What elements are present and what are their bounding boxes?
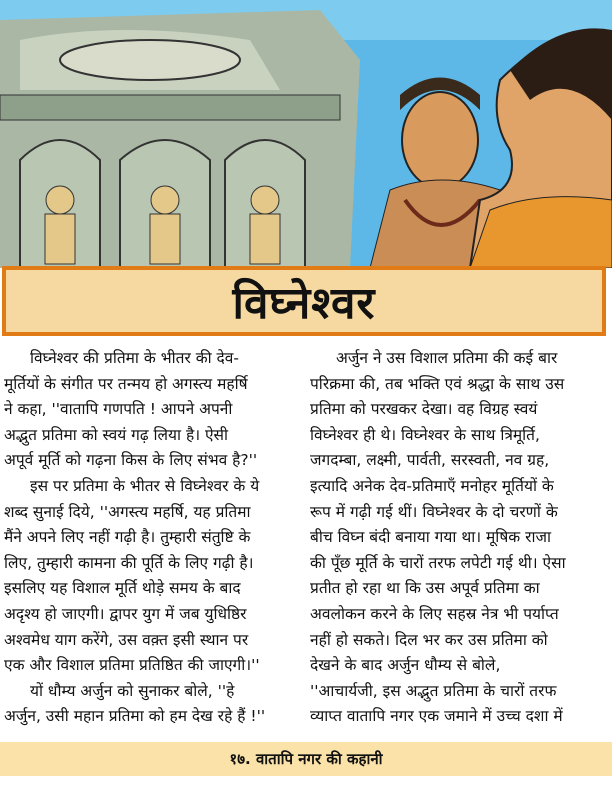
text-line: शब्द सुनाई दिये, ''अगस्त्य महर्षि, यह प्रतिमा — [4, 502, 251, 521]
text-line: मूर्तियों के संगीत पर तन्मय हो अगस्त्य महर्षि — [4, 374, 248, 393]
text-line: अपूर्व मूर्ति को गढ़ना किस के लिए संभव है?'' — [4, 451, 258, 470]
text-line: इस पर प्रतिमा के भीतर से विघ्नेश्वर के ये — [30, 476, 260, 495]
text-line: ने कहा, ''वातापि गणपति ! आपने अपनी — [4, 400, 233, 419]
text-column-left — [4, 346, 304, 730]
text-line: यों धौम्य अर्जुन को सुनाकर बोले, ''हे — [30, 681, 235, 700]
text-line: अद्भुत प्रतिमा को स्वयं गढ़ लिया है। ऐसी — [4, 425, 229, 444]
text-line: जगदम्बा, लक्ष्मी, पार्वती, सरस्वती, नव ग्रह, — [310, 451, 550, 470]
text-line: व्याप्त वातापि नगर एक जमाने में उच्च दशा में — [310, 707, 563, 726]
title-banner — [2, 266, 606, 336]
text-line: की पूँछ मूर्ति के चारों तरफ लपेटी गई थी। ऐसा — [310, 553, 566, 572]
page-footer — [0, 742, 612, 776]
text-column-right — [310, 346, 610, 730]
page-title: विघ्नेश्वर — [232, 278, 376, 329]
text-line: अर्जुन, उसी महान प्रतिमा को हम देख रहे हैं !'' — [4, 707, 266, 726]
text-line: बीच विघ्न बंदी बनाया गया था। मूषिक राजा — [310, 528, 551, 547]
text-line: अवलोकन करने के लिए सहस्र नेत्र भी पर्याप्त — [310, 604, 559, 623]
text-line: मैंने अपने लिए नहीं गढ़ी है। तुम्हारी संतुष्टि के — [4, 528, 251, 547]
text-line: अदृश्य हो जाएगी। द्वापर युग में जब युधिष्ठिर — [4, 604, 247, 623]
footer-chapter-title: १७. वातापि नगर की कहानी — [229, 750, 383, 768]
story-illustration — [0, 0, 612, 268]
text-line: प्रतीत हो रहा था कि उस अपूर्व प्रतिमा का — [310, 579, 540, 598]
text-line: अश्वमेध याग करेंगे, उस वक़्त इसी स्थान पर — [4, 630, 249, 649]
text-line: परिक्रमा की, तब भक्ति एवं श्रद्धा के साथ उस — [310, 374, 565, 393]
text-line: प्रतिमा को परखकर देखा। वह विग्रह स्वयं — [310, 400, 538, 419]
text-line: रूप में गढ़ी गई थीं। विघ्नेश्वर के दो चरणों के — [310, 502, 558, 521]
text-line: एक और विशाल प्रतिमा प्रतिष्ठित की जाएगी।'' — [4, 656, 260, 675]
text-line: विघ्नेश्वर ही थे। विघ्नेश्वर के साथ त्रिमूर्ति, — [310, 425, 540, 444]
text-line: ''आचार्यजी, इस अद्भुत प्रतिमा के चारों तरफ — [310, 681, 557, 700]
text-line: नहीं हो सकते। दिल भर कर उस प्रतिमा को — [310, 630, 548, 649]
text-line: लिए, तुम्हारी कामना की पूर्ति के लिए गढ़ी है। — [4, 553, 254, 572]
text-line: विघ्नेश्वर की प्रतिमा के भीतर की देव- — [30, 349, 240, 367]
text-line: देखने के बाद अर्जुन धौम्य से बोले, — [310, 656, 501, 675]
text-line: इत्यादि अनेक देव-प्रतिमाएँ मनोहर मूर्तियों के — [310, 476, 554, 495]
text-line: इसलिए यह विशाल मूर्ति थोड़े समय के बाद — [4, 579, 241, 598]
text-line: अर्जुन ने उस विशाल प्रतिमा की कई बार — [336, 349, 558, 367]
